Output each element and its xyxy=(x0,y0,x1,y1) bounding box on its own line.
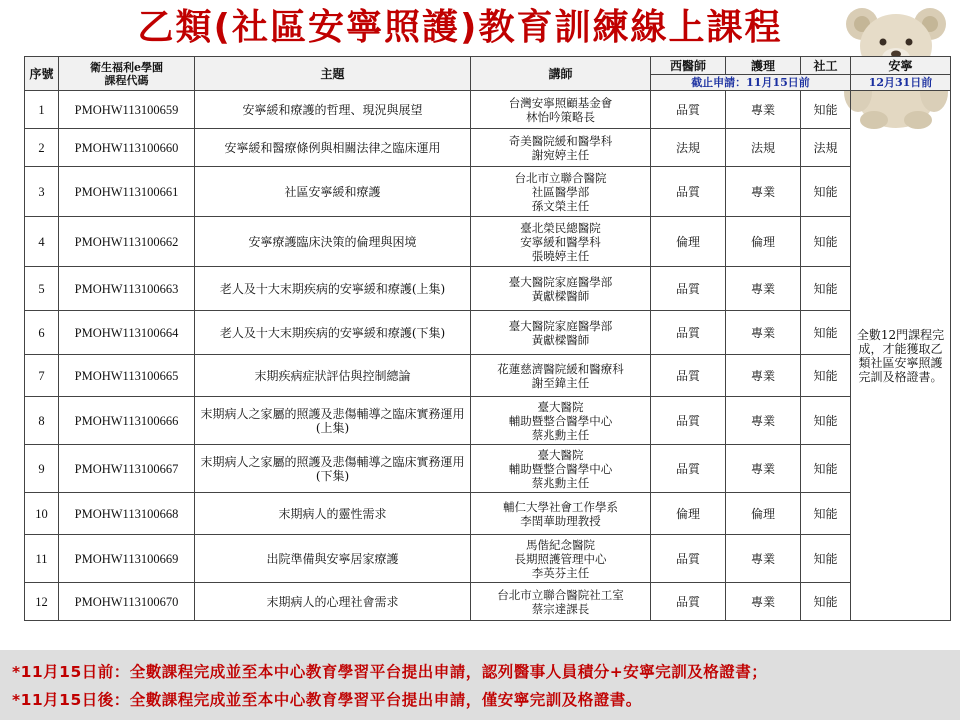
lecturer-line: 台灣安寧照顧基金會 xyxy=(508,95,613,110)
row-number: 9 xyxy=(25,445,59,493)
header-deadline: 截止申請：11月15日前 xyxy=(651,75,851,91)
course-lecturer xyxy=(471,129,651,167)
lecturer-line: 安寧緩和醫學科 xyxy=(520,234,601,249)
credit-nursing: 專業 xyxy=(726,167,801,217)
lecturer-line: 長期照護管理中心 xyxy=(514,551,607,566)
credit-social: 知能 xyxy=(801,267,851,311)
header-nursing: 護理 xyxy=(726,57,801,75)
credit-doctor: 品質 xyxy=(651,311,726,355)
table-row xyxy=(25,267,951,311)
credit-social: 知能 xyxy=(801,535,851,583)
course-code: PMOHW113100670 xyxy=(59,583,195,621)
table-row xyxy=(25,91,951,129)
course-lecturer xyxy=(471,535,651,583)
row-number: 7 xyxy=(25,355,59,397)
credit-doctor: 品質 xyxy=(651,535,726,583)
lecturer-line: 謝至鍏主任 xyxy=(531,375,590,390)
credit-nursing: 專業 xyxy=(726,91,801,129)
lecturer-line: 李英芬主任 xyxy=(531,565,590,580)
course-code: PMOHW113100663 xyxy=(59,267,195,311)
credit-nursing: 專業 xyxy=(726,535,801,583)
course-code: PMOHW113100660 xyxy=(59,129,195,167)
course-code: PMOHW113100661 xyxy=(59,167,195,217)
course-lecturer xyxy=(471,167,651,217)
course-lecturer xyxy=(471,355,651,397)
row-number: 4 xyxy=(25,217,59,267)
header-code: 衛生福利e學園 課程代碼 xyxy=(59,57,195,91)
course-lecturer xyxy=(471,493,651,535)
header-doctor: 西醫師 xyxy=(651,57,726,75)
credit-social: 知能 xyxy=(801,583,851,621)
credit-doctor: 品質 xyxy=(651,445,726,493)
credit-social: 知能 xyxy=(801,91,851,129)
lecturer-line: 臺大醫院 xyxy=(537,447,584,462)
header-lecturer: 講師 xyxy=(471,57,651,91)
lecturer-line: 馬偕紀念醫院 xyxy=(526,537,595,552)
lecturer-line: 輔助暨整合醫學中心 xyxy=(508,461,613,476)
row-number: 5 xyxy=(25,267,59,311)
table-row xyxy=(25,217,951,267)
table-row xyxy=(25,129,951,167)
course-lecturer xyxy=(471,445,651,493)
table-row xyxy=(25,445,951,493)
lecturer-line: 臺大醫院家庭醫學部 xyxy=(508,318,613,333)
lecturer-line: 台北市立聯合醫院社工室 xyxy=(497,587,624,602)
credit-social: 知能 xyxy=(801,355,851,397)
credit-nursing: 專業 xyxy=(726,267,801,311)
credit-nursing: 倫理 xyxy=(726,217,801,267)
credit-doctor: 品質 xyxy=(651,583,726,621)
header-seq: 序號 xyxy=(25,57,59,91)
course-topic: 安寧緩和療護的哲理、現況與展望 xyxy=(195,91,471,129)
header-hospice-deadline: 12月31日前 xyxy=(851,75,951,91)
lecturer-line: 李閏華助理教授 xyxy=(520,513,601,528)
credit-doctor: 品質 xyxy=(651,355,726,397)
credit-social: 知能 xyxy=(801,445,851,493)
credit-nursing: 專業 xyxy=(726,445,801,493)
row-number: 11 xyxy=(25,535,59,583)
row-number: 6 xyxy=(25,311,59,355)
course-topic: 安寧療護臨床決策的倫理與困境 xyxy=(195,217,471,267)
lecturer-line: 輔仁大學社會工作學系 xyxy=(503,499,618,514)
credit-social: 知能 xyxy=(801,311,851,355)
table-row xyxy=(25,311,951,355)
course-lecturer xyxy=(471,583,651,621)
course-topic: 末期病人的心理社會需求 xyxy=(195,583,471,621)
lecturer-line: 臺北榮民總醫院 xyxy=(520,220,601,235)
course-topic: 末期病人之家屬的照護及悲傷輔導之臨床實務運用(上集) xyxy=(195,397,471,445)
lecturer-line: 社區醫學部 xyxy=(531,184,590,199)
lecturer-line: 孫文榮主任 xyxy=(531,198,590,213)
header-topic: 主題 xyxy=(195,57,471,91)
footer-notes xyxy=(0,650,960,720)
course-code: PMOHW113100665 xyxy=(59,355,195,397)
course-lecturer xyxy=(471,311,651,355)
course-topic: 老人及十大末期疾病的安寧緩和療護(上集) xyxy=(195,267,471,311)
course-lecturer xyxy=(471,267,651,311)
credit-nursing: 法規 xyxy=(726,129,801,167)
credit-doctor: 倫理 xyxy=(651,493,726,535)
hospice-note: 全數12門課程完成，才能獲取乙類社區安寧照護完訓及格證書。 xyxy=(851,91,951,621)
lecturer-line: 林怡吟策略長 xyxy=(526,109,595,124)
lecturer-line: 台北市立聯合醫院 xyxy=(514,170,607,185)
credit-social: 知能 xyxy=(801,397,851,445)
credit-doctor: 品質 xyxy=(651,397,726,445)
course-lecturer xyxy=(471,91,651,129)
lecturer-line: 張曉婷主任 xyxy=(531,248,590,263)
credit-doctor: 品質 xyxy=(651,167,726,217)
credit-doctor: 品質 xyxy=(651,91,726,129)
row-number: 1 xyxy=(25,91,59,129)
lecturer-line: 奇美醫院緩和醫學科 xyxy=(508,133,613,148)
credit-doctor: 品質 xyxy=(651,267,726,311)
table-row xyxy=(25,583,951,621)
lecturer-line: 謝宛婷主任 xyxy=(531,147,590,162)
course-code: PMOHW113100669 xyxy=(59,535,195,583)
credit-nursing: 倫理 xyxy=(726,493,801,535)
course-topic: 末期病人的靈性需求 xyxy=(195,493,471,535)
course-code: PMOHW113100664 xyxy=(59,311,195,355)
table-row xyxy=(25,355,951,397)
course-topic: 社區安寧緩和療護 xyxy=(195,167,471,217)
credit-social: 知能 xyxy=(801,217,851,267)
lecturer-line: 花蓮慈濟醫院緩和醫療科 xyxy=(497,361,624,376)
course-topic: 末期病人之家屬的照護及悲傷輔導之臨床實務運用(下集) xyxy=(195,445,471,493)
course-topic: 末期疾病症狀評估與控制總論 xyxy=(195,355,471,397)
page-title: 乙類(社區安寧照護)教育訓練線上課程 xyxy=(137,7,783,48)
course-table xyxy=(24,56,951,621)
footer-note-after: *11月15日後：全數課程完成並至本中心教育學習平台提出申請，僅安寧完訓及格證書。 xyxy=(12,691,642,709)
course-lecturer xyxy=(471,397,651,445)
header-social: 社工 xyxy=(801,57,851,75)
row-number: 12 xyxy=(25,583,59,621)
course-topic: 出院準備與安寧居家療護 xyxy=(195,535,471,583)
row-number: 3 xyxy=(25,167,59,217)
course-topic: 安寧緩和醫療條例與相關法律之臨床運用 xyxy=(195,129,471,167)
row-number: 2 xyxy=(25,129,59,167)
credit-nursing: 專業 xyxy=(726,583,801,621)
course-code: PMOHW113100659 xyxy=(59,91,195,129)
course-lecturer xyxy=(471,217,651,267)
credit-social: 法規 xyxy=(801,129,851,167)
credit-doctor: 倫理 xyxy=(651,217,726,267)
table-row xyxy=(25,167,951,217)
course-topic: 老人及十大末期疾病的安寧緩和療護(下集) xyxy=(195,311,471,355)
lecturer-line: 蔡宗達課長 xyxy=(531,601,590,616)
credit-nursing: 專業 xyxy=(726,355,801,397)
course-code: PMOHW113100662 xyxy=(59,217,195,267)
course-code: PMOHW113100668 xyxy=(59,493,195,535)
lecturer-line: 蔡兆勳主任 xyxy=(531,475,590,490)
lecturer-line: 蔡兆勳主任 xyxy=(531,427,590,442)
lecturer-line: 臺大醫院 xyxy=(537,399,584,414)
row-number: 10 xyxy=(25,493,59,535)
credit-social: 知能 xyxy=(801,167,851,217)
row-number: 8 xyxy=(25,397,59,445)
lecturer-line: 黃獻樑醫師 xyxy=(531,288,590,303)
course-code: PMOHW113100667 xyxy=(59,445,195,493)
footer-note-before: *11月15日前：全數課程完成並至本中心教育學習平台提出申請，認列醫事人員積分+安寧完訓及格證書； xyxy=(12,663,768,681)
lecturer-line: 輔助暨整合醫學中心 xyxy=(508,413,613,428)
table-row xyxy=(25,397,951,445)
table-row xyxy=(25,535,951,583)
credit-social: 知能 xyxy=(801,493,851,535)
table-row xyxy=(25,493,951,535)
lecturer-line: 黃獻樑醫師 xyxy=(531,332,590,347)
credit-doctor: 法規 xyxy=(651,129,726,167)
course-code: PMOHW113100666 xyxy=(59,397,195,445)
credit-nursing: 專業 xyxy=(726,397,801,445)
lecturer-line: 臺大醫院家庭醫學部 xyxy=(508,274,613,289)
credit-nursing: 專業 xyxy=(726,311,801,355)
header-hospice: 安寧 xyxy=(851,57,951,75)
